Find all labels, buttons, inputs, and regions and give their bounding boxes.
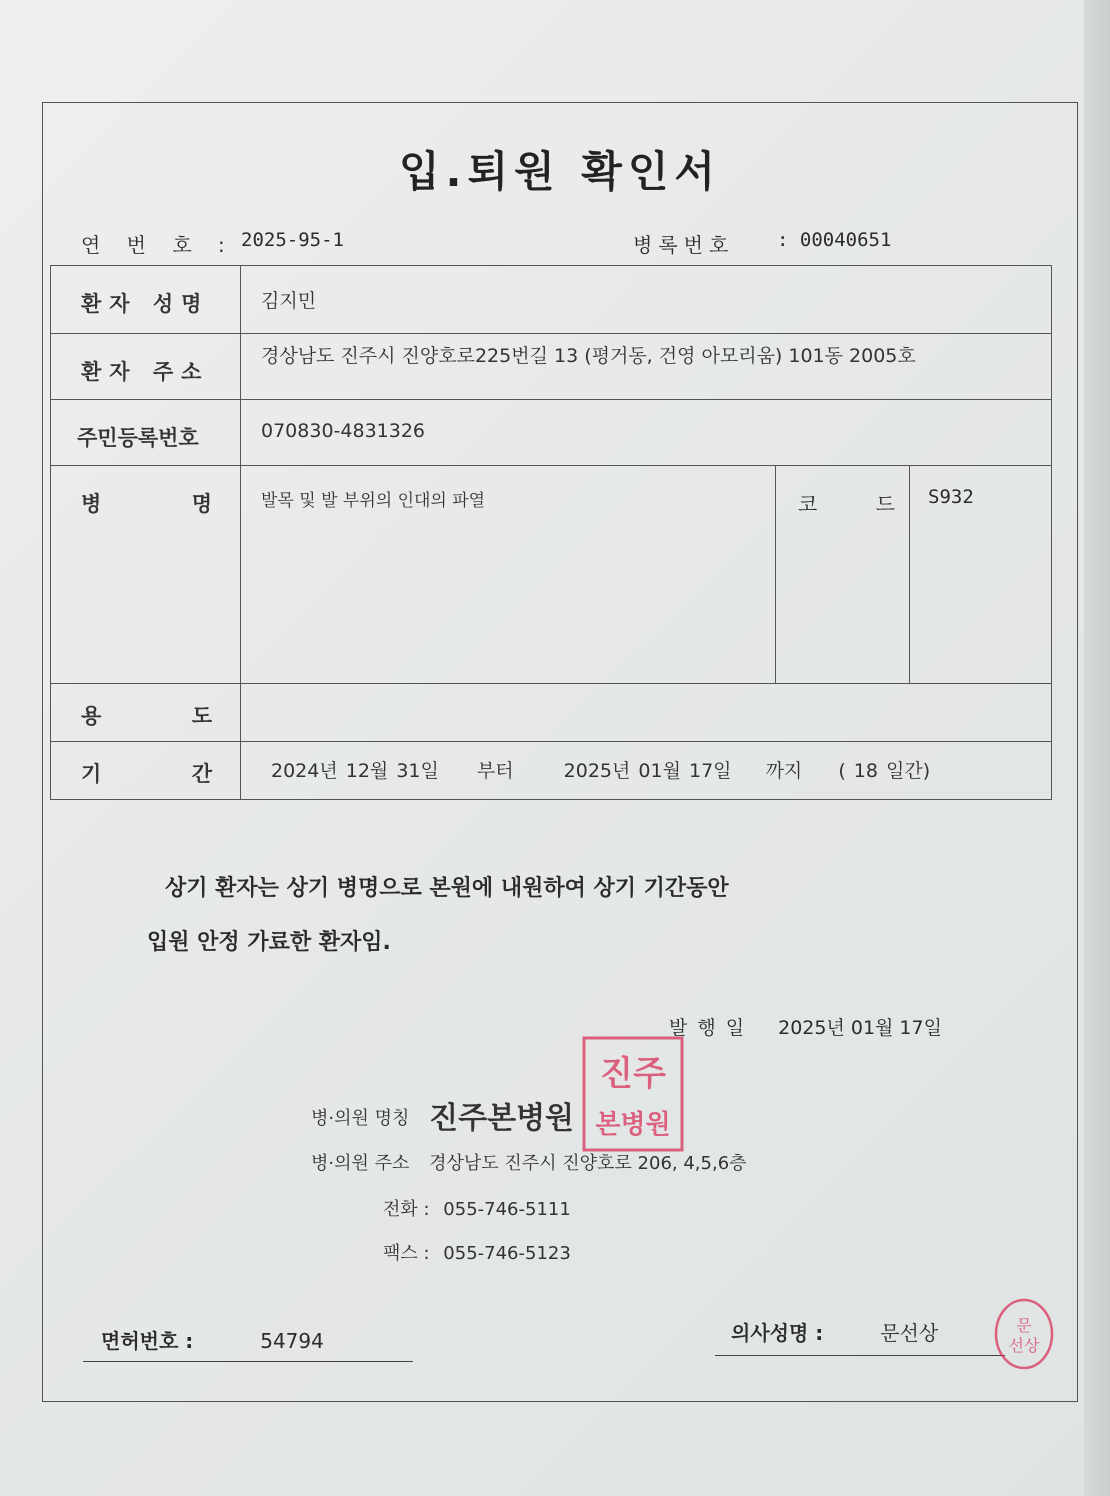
hospital-seal-stamp [581,1035,685,1153]
license-underline [83,1361,413,1362]
code-value: S932 [910,466,1052,684]
hospital-address-row [311,1149,747,1175]
hospital-fax-row [383,1239,571,1265]
patient-info-table [50,265,1052,800]
name-row [51,266,1052,334]
diagnosis-value: 발목 및 발 부위의 인대의 파열 [241,466,776,684]
record-number-label: 병록번호 [633,233,735,257]
period-to: 까지 [765,760,803,782]
period-start: 2024년 12월 31일 [271,760,439,782]
diagnosis-label-a: 병 [81,492,102,516]
period-label-a: 기 [81,762,102,786]
admission-certificate [42,102,1078,1402]
hospital-fax: 055-746-5123 [443,1243,571,1264]
diagnosis-label-b: 명 [191,492,212,516]
license-value: 54794 [260,1329,324,1353]
hospital-seal-text-bottom: 본병원 [595,1110,671,1140]
doctor-seal-text-bottom: 선상 [1008,1336,1040,1355]
license-row [101,1325,324,1354]
doctor-underline [715,1355,1005,1356]
code-label [776,466,910,684]
hospital-name-label: 병·의원 명칭 [311,1108,410,1129]
diagnosis-label-spread [81,488,240,518]
hospital-fax-label: 팩스 : [383,1243,430,1264]
rrn-row [51,400,1052,466]
serial-row [43,221,1077,265]
serial-label: 연 번 호 : [81,233,235,257]
code-label-a: 코 [798,492,818,516]
record-number-value: : 00040651 [777,229,892,251]
address-row [51,334,1052,400]
statement-line-2: 입원 안정 가료한 환자임. [147,930,391,955]
serial-value: 2025-95-1 [241,229,344,251]
purpose-value [241,684,1052,742]
period-label [51,742,241,800]
period-days: ( 18 일간) [838,760,931,782]
hospital-seal-text-top: 진주 [600,1054,666,1094]
statement-line-1: 상기 환자는 상기 병명으로 본원에 내원하여 상기 기간동안 [165,876,729,901]
purpose-label-a: 용 [81,704,102,728]
period-value [241,742,1052,800]
doctor-name: 문선상 [880,1321,939,1345]
address-label: 환자 주소 [51,334,241,400]
hospital-address: 경상남도 진주시 진양호로 206, 4,5,6층 [429,1153,747,1174]
diagnosis-row [51,466,1052,684]
hospital-name-row [311,1093,574,1137]
period-row [51,742,1052,800]
rrn-value: 070830-4831326 [241,400,1052,466]
hospital-address-label: 병·의원 주소 [311,1153,410,1174]
address-value: 경상남도 진주시 진양호로225번길 13 (평거동, 건영 아모리움) 101동 2005호 [241,334,1052,400]
purpose-label-b: 도 [191,704,212,728]
purpose-row [51,684,1052,742]
period-from: 부터 [476,760,514,782]
doctor-row [731,1317,938,1346]
period-label-spread [81,758,240,788]
issue-date-row [669,1013,942,1040]
issue-date-label: 발행일 [669,1017,755,1039]
doctor-seal-stamp [993,1297,1055,1371]
rrn-label: 주민등록번호 [51,400,241,466]
hospital-phone-row [383,1195,571,1221]
name-label: 환자 성명 [51,266,241,334]
issue-date-value: 2025년 01월 17일 [778,1017,942,1039]
code-label-spread [798,488,895,517]
period-label-b: 간 [191,762,212,786]
document-title: 입.퇴원 확인서 [398,147,721,196]
diagnosis-label [51,466,241,684]
hospital-phone-label: 전화 : [383,1199,430,1220]
period-end: 2025년 01월 17일 [563,760,732,782]
page-edge-shadow [1084,0,1110,1496]
license-label: 면허번호 : [101,1329,194,1353]
hospital-name: 진주본병원 [429,1101,575,1136]
doctor-label: 의사성명 : [731,1321,824,1345]
purpose-label-spread [81,700,240,730]
purpose-label [51,684,241,742]
doctor-seal-text-top: 문 [1016,1316,1032,1335]
hospital-phone: 055-746-5111 [443,1199,571,1220]
code-label-b: 드 [875,492,895,516]
name-value: 김지민 [241,266,1052,334]
